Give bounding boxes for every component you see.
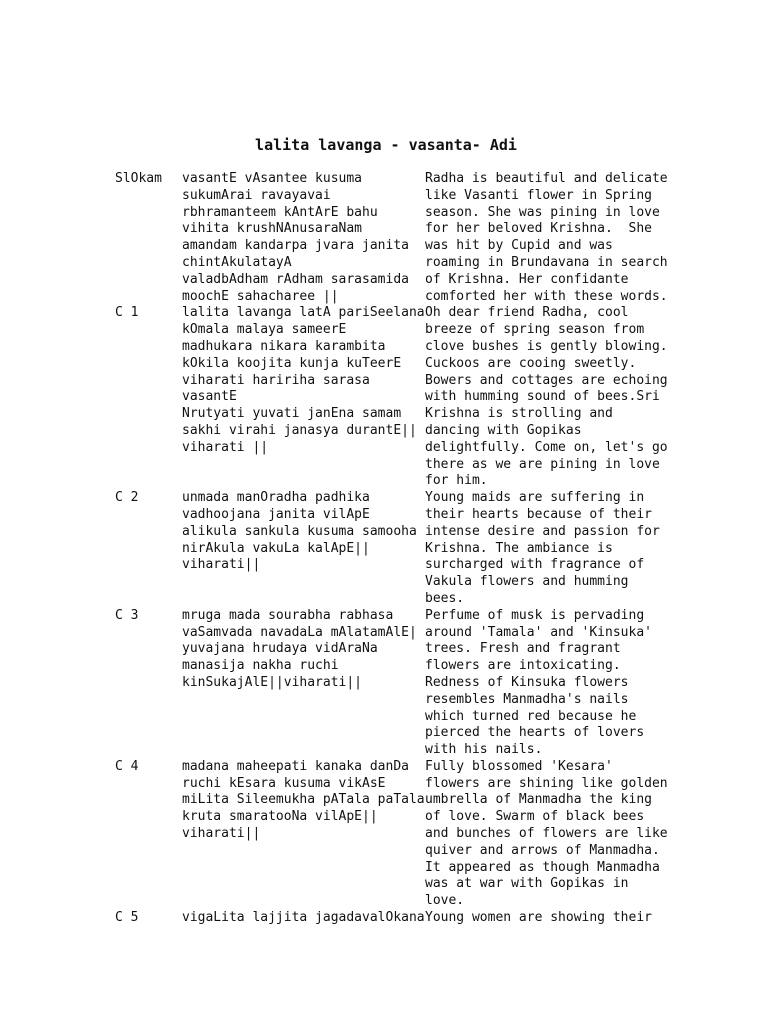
table-row bbox=[115, 910, 668, 927]
verse-label: C 1 bbox=[115, 305, 139, 321]
title-text: lalita lavanga - vasanta- Adi bbox=[255, 136, 517, 154]
page-title bbox=[0, 136, 768, 154]
verse-lyrics: madana maheepati kanaka danDa ruchi kEsara kusuma vikAsE miLita Sileemukha pATala paTala kruta smaratooNa vilApE|| viharati|| bbox=[182, 758, 425, 842]
verse-lyrics: unmada manOradha padhika vadhoojana janita vilApE alikula sankula kusuma samooha nirAkula vakuLa kalApE|| viharati|| bbox=[182, 490, 417, 573]
verse-label: C 3 bbox=[115, 607, 139, 623]
verse-label: C 4 bbox=[115, 758, 139, 774]
verse-meaning: Radha is beautiful and delicate like Vasanti flower in Spring season. She was pining in love for her beloved Krishna. She was hit by Cupid and was roaming in Brundavana in search of Krishna. Her confidante comforted her with these words. bbox=[425, 171, 668, 304]
table-row bbox=[115, 759, 668, 910]
table-row bbox=[115, 608, 668, 759]
table-row bbox=[115, 171, 668, 305]
verse-lyrics: vigaLita lajjita jagadavalOkana bbox=[182, 910, 425, 926]
verse-meaning: Perfume of musk is pervading around 'Tamala' and 'Kinsuka' trees. Fresh and fragrant flowers are intoxicating. Redness of Kinsuka flowers resembles Manmadha's nails which turned red because he pierced the hearts of lovers with his nails. bbox=[425, 607, 652, 758]
verse-meaning: Fully blossomed 'Kesara' flowers are shining like golden umbrella of Manmadha the king of love. Swarm of black bees and bunches of flowers are like quiver and arrows of Manmadha. It appeared as though Manmadha was at war with Gopikas in love. bbox=[425, 758, 668, 909]
verse-lyrics: vasantE vAsantee kusuma sukumArai ravayavai rbhramanteem kAntArE bahu vihita krushNAnusaraNam amandam kandarpa jvara janita chintAkulatayA valadbAdham rAdham sarasamida moochE sahacharee || bbox=[182, 171, 409, 304]
lyrics-table bbox=[115, 171, 668, 927]
table-row bbox=[115, 490, 668, 608]
verse-label: C 5 bbox=[115, 910, 139, 926]
verse-label: C 2 bbox=[115, 490, 139, 506]
verse-label: SlOkam bbox=[115, 171, 162, 186]
verse-meaning: Young women are showing their bbox=[425, 910, 652, 926]
verse-meaning: Oh dear friend Radha, cool breeze of spring season from clove bushes is gently blowing. Cuckoos are cooing sweetly. Bowers and cottages are echoing with humming sound of bees.Sri Krishna is strolling and dancing with Gopikas delightfully. Come on, let's go there as we are pining in love for him. bbox=[425, 305, 668, 489]
table-row bbox=[115, 305, 668, 490]
verse-lyrics: lalita lavanga latA pariSeelana kOmala malaya sameerE madhukara nikara karambita kOkila koojita kunja kuTeerE viharati haririha sarasa vasantE Nrutyati yuvati janEna samam sakhi virahi janasya durantE|| viharati || bbox=[182, 305, 425, 455]
verse-lyrics: mruga mada sourabha rabhasa vaSamvada navadaLa mAlatamAlE| yuvajana hrudaya vidAraNa manasija nakha ruchi kinSukajAlE||viharati|| bbox=[182, 607, 417, 690]
verse-meaning: Young maids are suffering in their hearts because of their intense desire and passion for Krishna. The ambiance is surcharged with fragrance of Vakula flowers and humming bees. bbox=[425, 490, 660, 606]
